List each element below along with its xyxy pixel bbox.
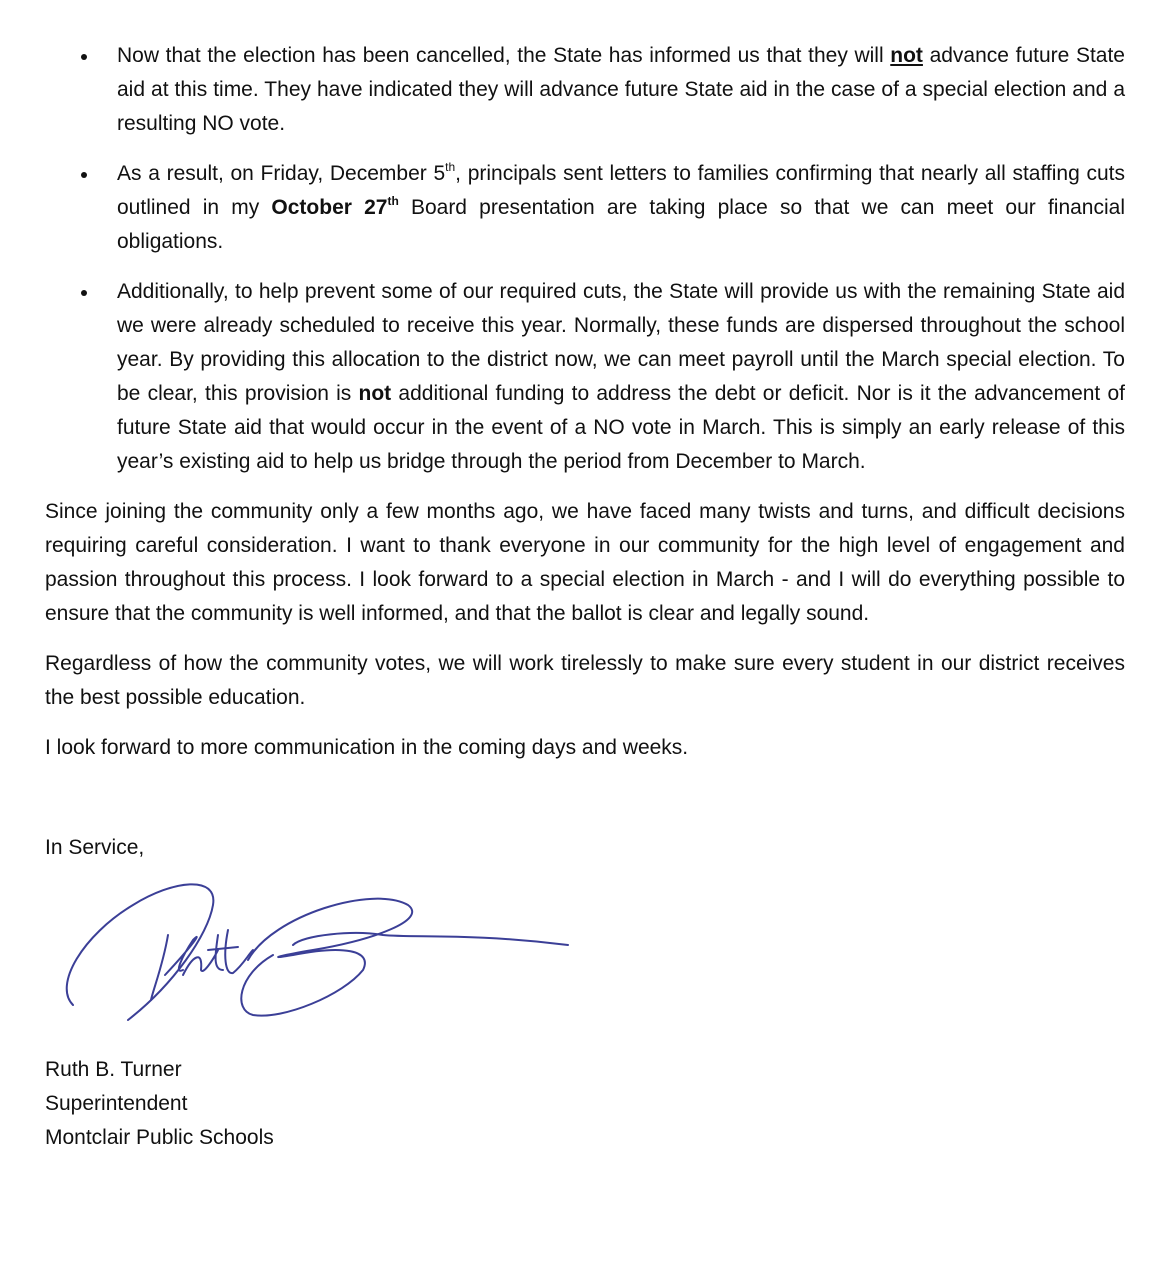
emphasis: not bbox=[358, 382, 392, 405]
ordinal-suffix: th bbox=[387, 194, 399, 208]
signer-organization: Montclair Public Schools bbox=[45, 1126, 274, 1149]
text: Additionally, to help prevent some of our required cuts, the State will provide us with the remaining State aid we were already scheduled to receive this year. Normally, these funds are dispersed throughout the school year. By providing this allocation to the district now, we can meet payroll until the March special election. To be clear, this provision is bbox=[117, 280, 1125, 405]
paragraph: Regardless of how the community votes, we will work tirelessly to make sure every student in our district receives the best possible education. bbox=[45, 652, 1125, 709]
emphasis: October 27 bbox=[271, 196, 388, 219]
signature-image bbox=[53, 875, 583, 1025]
text: Board presentation are taking place so that we can meet our financial obligations. bbox=[117, 196, 1125, 253]
bullet-dot bbox=[81, 172, 87, 178]
signer-name: Ruth B. Turner bbox=[45, 1058, 182, 1081]
signer-title: Superintendent bbox=[45, 1092, 188, 1115]
paragraph: Since joining the community only a few months ago, we have faced many twists and turns, and difficult decisions requiring careful consideration. I want to thank everyone in our community for the high level of engagement and passion throughout this process. I look forward to a special election in March - and I will do everything possible to ensure that the community is well informed, and that the ballot is clear and legally sound. bbox=[45, 500, 1125, 625]
text: As a result, on Friday, December 5 bbox=[117, 162, 446, 185]
letter-body bbox=[45, 39, 1125, 1155]
ordinal-suffix: th bbox=[445, 160, 456, 174]
closing: In Service, bbox=[45, 836, 145, 859]
text: , principals sent letters to families confirming that nearly all staffing cuts outlined in my bbox=[117, 162, 1125, 219]
bullet-list bbox=[45, 39, 1125, 479]
text: Now that the election has been cancelled, the State has informed us that they will bbox=[117, 44, 891, 67]
bullet-item bbox=[45, 157, 1125, 259]
emphasis: not bbox=[890, 44, 923, 67]
signer-block bbox=[45, 1053, 1125, 1155]
bullet-dot bbox=[81, 54, 87, 60]
bullet-dot bbox=[81, 290, 87, 296]
bullet-item bbox=[45, 275, 1125, 479]
paragraph: I look forward to more communication in the coming days and weeks. bbox=[45, 736, 689, 759]
bullet-item bbox=[45, 39, 1125, 141]
text: additional funding to address the debt or deficit. Nor is it the advancement of future State aid that would occur in the event of a NO vote in March. This is simply an early release of this year’s existing aid to help us bridge through the period from December to March. bbox=[117, 382, 1125, 473]
text: advance future State aid at this time. They have indicated they will advance future State aid in the case of a special election and a resulting NO vote. bbox=[117, 44, 1125, 135]
